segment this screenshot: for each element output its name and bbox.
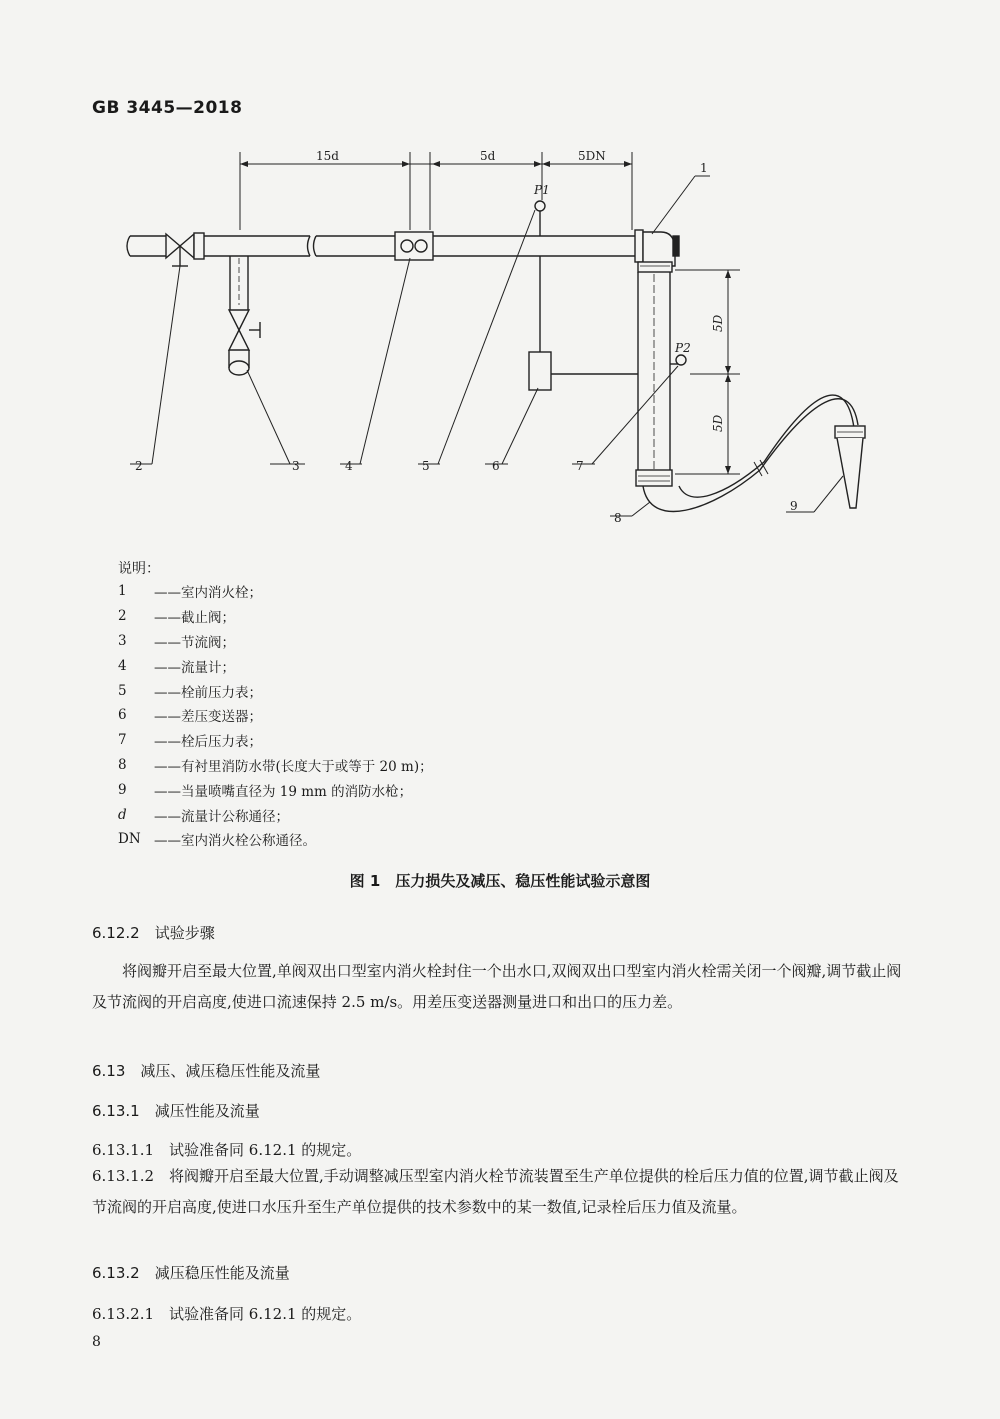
legend-key: d: [118, 806, 127, 823]
legend-key: 6: [118, 707, 127, 724]
legend-key: 5: [118, 682, 127, 699]
section-6-13-title: 6.13 减压、减压稳压性能及流量: [92, 1062, 321, 1080]
legend-item: [118, 777, 618, 802]
legend-item: [118, 678, 618, 703]
legend-item: [118, 802, 618, 827]
legend-desc: ——差压变送器；: [154, 709, 262, 726]
dim-5d-bottom: 5D: [711, 414, 725, 432]
legend-desc: ——当量喷嘴直径为 19 mm 的消防水枪；: [154, 783, 413, 800]
legend-key: 3: [118, 632, 127, 649]
gauge-label-p1: P1: [534, 183, 550, 197]
section-6-13-2-1: 6.13.2.1 试验准备同 6.12.1 的规定。: [92, 1305, 362, 1323]
legend-key: DN: [118, 831, 141, 848]
gauge-label-p2: P2: [675, 341, 691, 355]
callout-2: 2: [135, 459, 143, 473]
legend-item: [118, 703, 618, 728]
section-6-13-1-2: 6.13.1.2 将阀瓣开启至最大位置,手动调整减压型室内消火栓节流装置至生产单位提供的栓后压力值的位置,调节截止阀及节流阀的开启高度,使进口水压升至生产单位提供的技术参数中的某一数值,记录栓后压力值及流量。: [92, 1167, 899, 1216]
legend-key: 7: [118, 732, 127, 749]
callout-8: 8: [614, 511, 622, 525]
figure-caption: 图 1 压力损失及减压、稳压性能试验示意图: [349, 872, 651, 890]
legend-desc: ——室内消火栓；: [154, 585, 262, 602]
legend-desc: ——截止阀；: [154, 610, 235, 627]
legend-item: [118, 753, 618, 778]
callout-7: 7: [576, 459, 584, 473]
legend-desc: ——流量计；: [154, 659, 235, 676]
legend-title: 说明：: [118, 561, 160, 577]
legend-key: 9: [118, 781, 127, 798]
legend-key: 4: [118, 657, 127, 674]
callout-5: 5: [422, 459, 430, 473]
legend-desc: ——栓后压力表；: [154, 734, 262, 751]
section-6-12-2-paragraph: 将阀瓣开启至最大位置,单阀双出口型室内消火栓封住一个出水口,双阀双出口型室内消火栓需关闭一个阀瓣,调节截止阀及节流阀的开启高度,使进口流速保持 2.5 m/s。用差压变送器测量进口和出口的压力差。: [92, 962, 902, 1011]
callout-4: 4: [345, 459, 353, 473]
callout-1: 1: [700, 161, 708, 175]
dim-5dn: 5DN: [578, 149, 606, 163]
dim-5d: 5d: [480, 149, 496, 163]
dim-5d-top: 5D: [711, 314, 725, 332]
legend-key: 1: [118, 583, 127, 600]
standard-code: GB 3445—2018: [92, 98, 243, 118]
section-6-13-2-title: 6.13.2 减压稳压性能及流量: [92, 1264, 290, 1282]
legend-desc: ——室内消火栓公称通径。: [154, 833, 316, 850]
section-6-12-2-title: 6.12.2 试验步骤: [92, 924, 215, 942]
dim-15d: 15d: [316, 149, 339, 163]
callout-9: 9: [790, 499, 798, 513]
section-6-13-1-1: 6.13.1.1 试验准备同 6.12.1 的规定。: [92, 1141, 362, 1159]
legend-item: [118, 629, 618, 654]
legend-desc: ——栓前压力表；: [154, 684, 262, 701]
legend-desc: ——节流阀；: [154, 634, 235, 651]
legend-item: [118, 653, 618, 678]
legend-item: [118, 827, 618, 852]
callout-6: 6: [492, 459, 500, 473]
legend-item: [118, 579, 618, 604]
test-apparatus-diagram: [110, 140, 910, 540]
legend-key: 2: [118, 608, 127, 625]
callout-3: 3: [292, 459, 300, 473]
legend-item: [118, 604, 618, 629]
page-number: 8: [92, 1334, 101, 1350]
section-6-13-1-title: 6.13.1 减压性能及流量: [92, 1102, 260, 1120]
legend-key: 8: [118, 756, 127, 773]
legend-item: [118, 728, 618, 753]
legend-desc: ——流量计公称通径；: [154, 808, 289, 825]
legend-desc: ——有衬里消防水带(长度大于或等于 20 m)；: [154, 758, 433, 775]
figure-legend: [118, 579, 618, 852]
